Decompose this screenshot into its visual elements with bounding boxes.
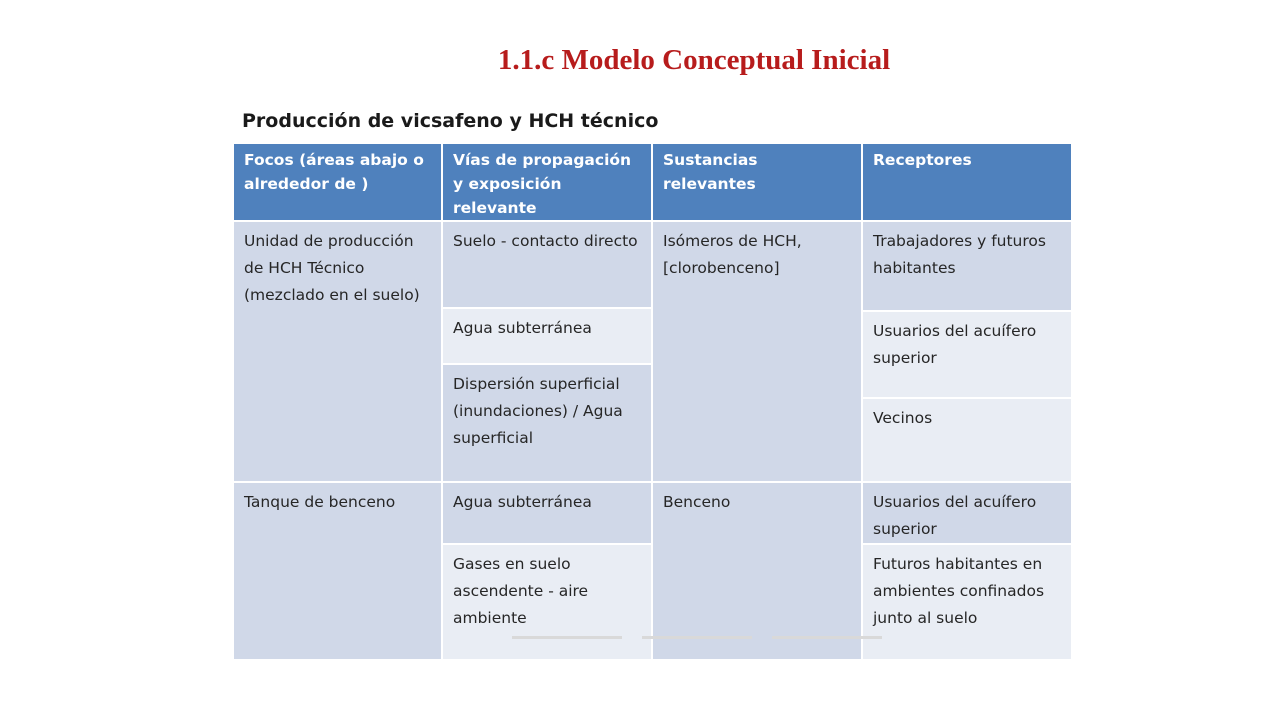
table-row bbox=[233, 482, 1072, 544]
slide-title: 1.1.c Modelo Conceptual Inicial bbox=[497, 44, 891, 76]
header-sustancias: Sustancias relevantes bbox=[652, 143, 862, 221]
receptor-cell: Usuarios del acuífero superior bbox=[862, 482, 1072, 544]
receptor-cell: Usuarios del acuífero superior bbox=[862, 311, 1072, 398]
figure-caption: Producción de vicsafeno y HCH técnico bbox=[242, 110, 659, 132]
header-vias: Vías de propagación y exposición relevante bbox=[442, 143, 652, 221]
pathway-cell: Agua subterránea bbox=[442, 308, 652, 364]
header-focos: Focos (áreas abajo o alrededor de ) bbox=[233, 143, 442, 221]
pathway-cell: Suelo - contacto directo bbox=[442, 221, 652, 308]
pathway-cell: Agua subterránea bbox=[442, 482, 652, 544]
substance-cell: Benceno bbox=[652, 482, 862, 660]
conceptual-model-figure bbox=[232, 104, 1071, 644]
decorative-footer-lines bbox=[512, 636, 882, 639]
receptor-cell: Trabajadores y futuros habitantes bbox=[862, 221, 1072, 311]
focus-cell: Unidad de producción de HCH Técnico (mezclado en el suelo) bbox=[233, 221, 442, 482]
pathway-cell: Dispersión superficial (inundaciones) / Agua superficial bbox=[442, 364, 652, 482]
table-header-row bbox=[233, 143, 1072, 221]
focus-cell: Tanque de benceno bbox=[233, 482, 442, 660]
receptor-cell: Futuros habitantes en ambientes confinados junto al suelo bbox=[862, 544, 1072, 660]
header-receptores: Receptores bbox=[862, 143, 1072, 221]
pathway-cell: Gases en suelo ascendente - aire ambiente bbox=[442, 544, 652, 660]
conceptual-model-table bbox=[232, 142, 1073, 661]
substance-cell: Isómeros de HCH, [clorobenceno] bbox=[652, 221, 862, 482]
table-row bbox=[233, 221, 1072, 278]
receptor-cell: Vecinos bbox=[862, 398, 1072, 482]
